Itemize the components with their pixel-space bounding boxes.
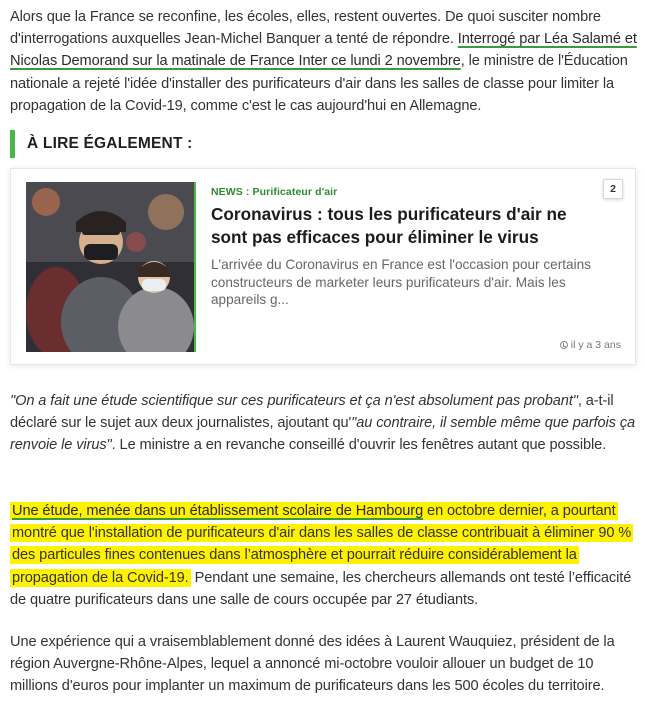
card-meta bbox=[211, 186, 337, 198]
meta-separator: : bbox=[242, 186, 253, 198]
news-tag[interactable]: NEWS bbox=[211, 186, 243, 198]
paragraph-text: Alors que la France se reconfine, les écoles, elles, restent ouvertes. De quoi susciter nombre d'interrogations auxquelles Jean-Michel Banquer a tenté de répondre. bbox=[10, 9, 601, 48]
paragraph-wauquiez: Une expérience qui a vraisemblablement donné des idées à Laurent Wauquiez, président de la région Auvergne-Rhône-Alpes, lequel a annoncé mi-octobre vouloir allouer un budget de 10 millions d'euros pour implanter un maximum de purificateurs dans les 500 écoles du territoire. bbox=[10, 634, 615, 695]
paragraph-hamburg-study bbox=[10, 500, 638, 611]
publish-time bbox=[560, 339, 621, 351]
hamburg-study-link[interactable]: Une étude, menée dans un établissement scolaire de Hambourg bbox=[12, 503, 424, 519]
publish-time-text: il y a 3 ans bbox=[570, 339, 621, 351]
clock-icon bbox=[560, 341, 568, 349]
also-read-heading: À LIRE ÉGALEMENT : bbox=[10, 130, 193, 158]
paragraph-quote bbox=[10, 390, 638, 457]
card-title[interactable]: Coronavirus : tous les purificateurs d'air ne sont pas efficaces pour éliminer le virus bbox=[211, 204, 567, 247]
paragraph-text: , le ministre de l'Éducation nationale a rejeté l'idée d'installer des purificateurs d'air dans les salles de classe pour limiter la propagation de la Covid-19, comme c'est le cas aujourd'hui en Allemagne. bbox=[10, 53, 628, 114]
france-inter-link[interactable]: Interrogé par Léa Salamé et Nicolas Demorand sur la matinale de France Inter ce lundi 2 novembre bbox=[10, 31, 637, 70]
quote-text: "au contraire, il semble même que parfois ça renvoie le virus" bbox=[10, 415, 636, 454]
paragraph-text: Pendant une semaine, les chercheurs allemands ont testé l’efficacité de quatre purificateurs dans une salle de cours occupée par 27 étudiants. bbox=[10, 569, 632, 608]
card-excerpt: L'arrivée du Coronavirus en France est l'occasion pour certains constructeurs de marketer leurs purificateurs d'air. Mais les appareils g... bbox=[211, 257, 591, 308]
paragraph-text: , a-t-il déclaré sur le sujet aux deux journalistes, ajoutant qu' bbox=[10, 393, 614, 432]
comment-count-badge[interactable]: 2 bbox=[603, 179, 623, 199]
related-article-card[interactable] bbox=[10, 168, 636, 365]
article-thumbnail[interactable] bbox=[26, 182, 196, 352]
category-link[interactable]: Purificateur d'air bbox=[252, 186, 338, 198]
highlighted-sentence: en octobre dernier, a pourtant montré que l'installation de purificateurs d'air dans les salles de classe contribuait à éliminer 90 % des particules fines contenues dans l’atmosphère et pourrait réduire considérablement la propagation de la Covid-19. bbox=[12, 503, 632, 586]
paragraph-intro bbox=[10, 6, 638, 117]
masked-people-photo-icon bbox=[26, 182, 194, 352]
paragraph-text: . Le ministre a en revanche conseillé d'ouvrir les fenêtres autant que possible. bbox=[111, 437, 607, 454]
quote-text: "On a fait une étude scientifique sur ces purificateurs et ça n'est absolument pas probant" bbox=[10, 393, 578, 409]
